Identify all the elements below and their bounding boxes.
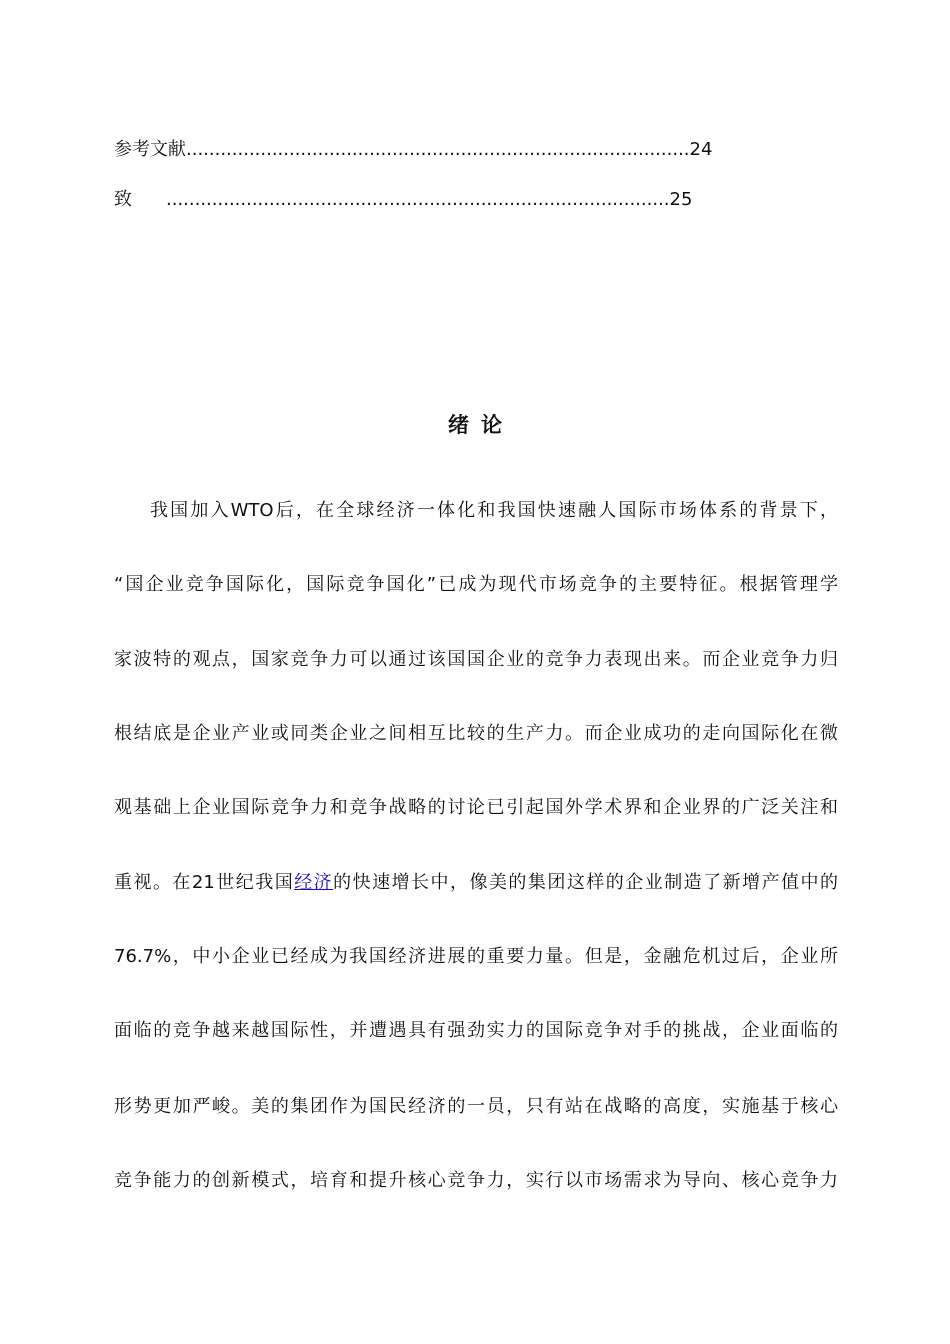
toc-page-number: 24 — [689, 139, 713, 160]
toc-leader-dots: ........................................................................................ — [186, 139, 690, 160]
section-title: 绪论 — [448, 413, 514, 437]
toc-label: 参考文献 — [114, 139, 186, 160]
paragraph-line: “国企业竞争国际化，国际竞争国化”已成为现代市场竞争的主要特征。根据管理学 — [114, 574, 838, 595]
paragraph-line: 家波特的观点，国家竞争力可以通过该国国企业的竞争力表现出来。而企业竞争力归 — [114, 649, 838, 670]
paragraph-line: 我国加入WTO后，在全球经济一体化和我国快速融人国际市场体系的背景下， — [150, 500, 838, 521]
text-segment: 的快速增长中，像美的集团这样的企业制造了新增产值中的 — [333, 872, 839, 893]
paragraph-line: 根结底是企业产业或同类企业之间相互比较的生产力。而企业成功的走向国际化在微 — [114, 723, 838, 744]
toc-label: 致 — [114, 189, 132, 210]
text-segment: 重视。在21世纪我国 — [114, 872, 295, 893]
toc-leader-dots: ........................................................................................ — [166, 189, 670, 210]
paragraph-line: 竞争能力的创新模式，培育和提升核心竞争力，实行以市场需求为导向、核心竞争力 — [114, 1170, 838, 1191]
paragraph-line: 76.7%，中小企业已经成为我国经济进展的重要力量。但是，金融危机过后，企业所 — [114, 946, 838, 967]
paragraph-line — [114, 870, 838, 896]
paragraph-line: 观基础上企业国际竞争力和竞争战略的讨论已引起国外学术界和企业界的广泛关注和 — [114, 797, 838, 818]
toc-entry-references[interactable] — [114, 138, 713, 162]
toc-entry-thanks[interactable] — [114, 188, 693, 212]
economy-link[interactable]: 经济 — [294, 872, 334, 893]
paragraph-line: 面临的竞争越来越国际性，并遭遇具有强劲实力的国际竞争对手的挑战，企业面临的 — [114, 1020, 838, 1041]
toc-page-number: 25 — [669, 189, 693, 210]
paragraph-line: 形势更加严峻。美的集团作为国民经济的一员，只有站在战略的高度，实施基于核心 — [114, 1096, 838, 1117]
